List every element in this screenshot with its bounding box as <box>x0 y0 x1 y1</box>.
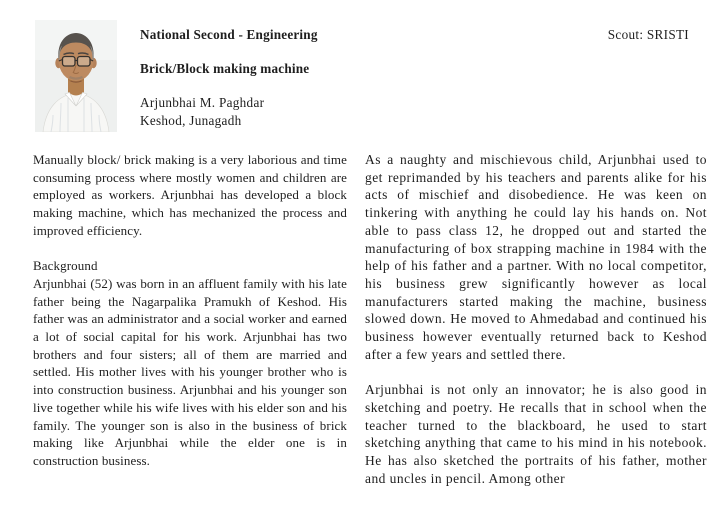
innovation-title: Brick/Block making machine <box>140 61 310 76</box>
left-column <box>33 151 347 487</box>
innovator-location: Keshod, Junagadh <box>140 113 242 128</box>
body-columns <box>33 151 707 505</box>
scout-credit: Scout: SRISTI <box>607 27 689 42</box>
award-title: National Second - Engineering <box>140 27 318 42</box>
innovator-photo <box>35 20 117 132</box>
intro-paragraph: Manually block/ brick making is a very laborious and time consuming process where mostly women and children are employed as workers. Arjunbhai has developed a block making machine, which has mechanized the process and improved efficiency. <box>33 152 347 238</box>
right-column <box>365 151 707 505</box>
header-text-block <box>140 27 318 130</box>
background-paragraph: Arjunbhai (52) was born in an affluent family with his late father being the Nagarpalika Pramukh of Keshod. His father was an administrator and a social worker and earned a lot of social capital for his work. Arjunbhai has two brothers and four sisters; all of them are married and settled. His mother lives with his younger brother who is into construction business. Arjunbhai and his younger son live together while his wife lives with his elder son and his family. The younger son is also in the business of brick making like Arjunbhai while the elder one is in construction business. <box>33 275 347 468</box>
innovator-name: Arjunbhai M. Paghdar <box>140 95 265 110</box>
portrait-illustration <box>35 20 117 132</box>
childhood-paragraph: As a naughty and mischievous child, Arjunbhai used to get reprimanded by his teachers and parents alike for his acts of mischief and disobedience. He was keen on tinkering with anything he could lay his hands on. Not able to pass class 12, he dropped out and started the manufacturing of box strapping machine in 1984 with the help of his father and a partner. With no local competitor, his business grew significantly however as local manufacturers started making the machine, business slowed down. He moved to Ahmedabad and continued his business however eventually returned back to Keshod after a few years and settled there. <box>365 152 707 362</box>
background-heading: Background <box>33 258 98 274</box>
sketching-paragraph: Arjunbhai is not only an innovator; he is also good in sketching and poetry. He recalls that in school when the teacher turned to the blackboard, he used to start sketching anything that came to his mind in his notebook. He has also sketched the portraits of his father, mother and uncles in pencil. Among other <box>365 382 707 486</box>
